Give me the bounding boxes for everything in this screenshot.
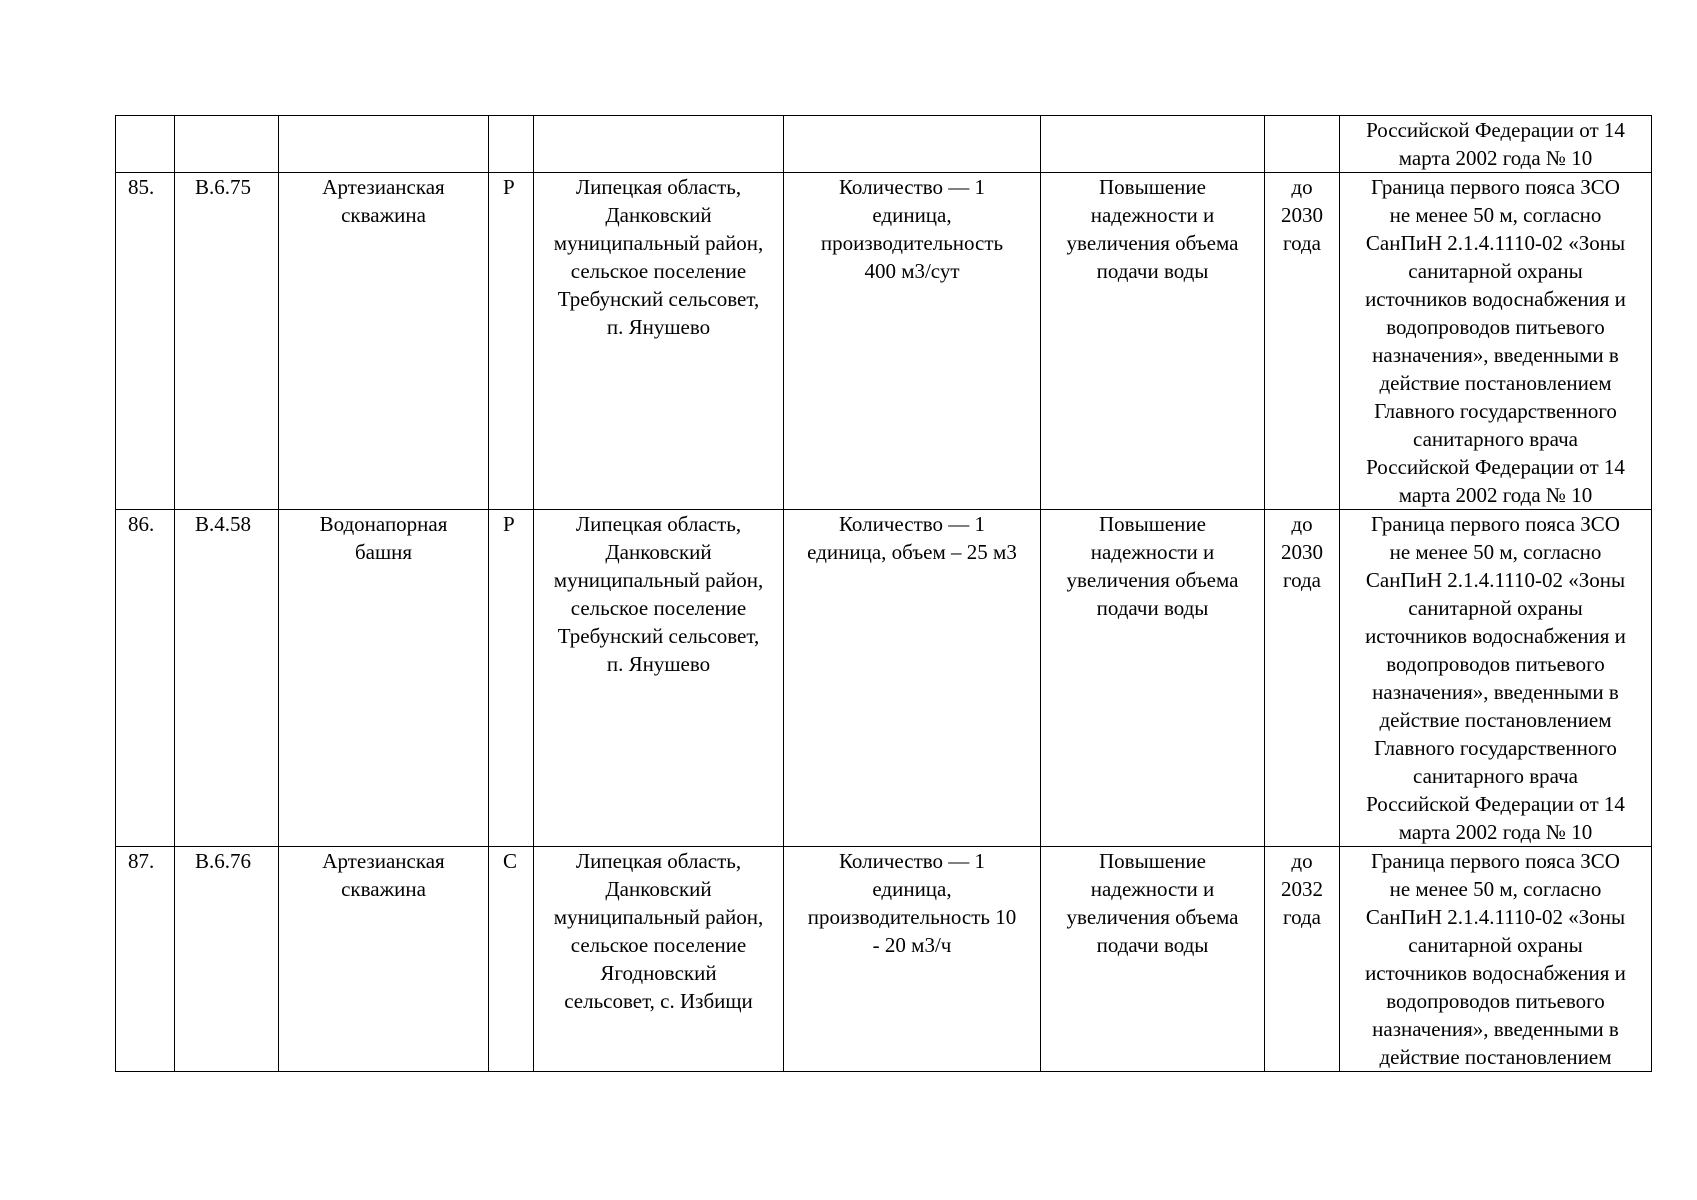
row-number-cell (116, 116, 175, 173)
cell-text-line: источников водоснабжения и (1365, 287, 1626, 311)
zone-cell (1340, 116, 1652, 173)
cell-text-line: увеличения объема (1066, 905, 1239, 929)
cell-text-line: источников водоснабжения и (1365, 624, 1626, 648)
cell-text-line: СанПиН 2.1.4.1110-02 «Зоны (1365, 231, 1626, 255)
object-code: В.4.58 (195, 512, 252, 536)
cell-text-line: Граница первого пояса ЗСО (1371, 849, 1620, 873)
cell-text-line: Артезианская (322, 175, 445, 199)
cell-text-line: муниципальный район, (553, 905, 764, 929)
cell-text-line: санитарного врача (1413, 427, 1578, 451)
cell-text-line: Повышение (1099, 175, 1206, 199)
location-cell (534, 173, 784, 510)
object-name-cell (279, 510, 489, 847)
parameters-cell (784, 173, 1041, 510)
cell-text-line: сельское поселение (570, 259, 747, 283)
cell-text-line: п. Янушево (606, 652, 711, 676)
cell-text-line: Российской Федерации от 14 (1366, 118, 1625, 142)
cell-text-line: 2030 (1281, 540, 1323, 564)
object-code-cell (175, 173, 279, 510)
cell-text-line: подачи воды (1096, 933, 1209, 957)
cell-text-line: Главного государственного (1374, 399, 1617, 423)
cell-text-line: санитарной охраны (1408, 933, 1583, 957)
cell-text-line: увеличения объема (1066, 231, 1239, 255)
row-number: 85. (128, 175, 155, 199)
cell-text-line: назначения», введенными в (1372, 680, 1619, 704)
object-code: В.6.76 (195, 849, 252, 873)
object-status-cell (489, 173, 534, 510)
object-name-cell (279, 847, 489, 1072)
cell-text-line: Липецкая область, (575, 175, 742, 199)
object-status: Р (503, 512, 515, 536)
parameters-cell (784, 847, 1041, 1072)
zone-cell (1340, 510, 1652, 847)
cell-text-line: подачи воды (1096, 596, 1209, 620)
deadline-cell (1265, 847, 1340, 1072)
cell-text-line: единица, (872, 877, 952, 901)
deadline-cell (1265, 510, 1340, 847)
cell-text-line: единица, (872, 203, 952, 227)
cell-text-line: санитарного врача (1413, 764, 1578, 788)
object-name-cell (279, 173, 489, 510)
row-number-cell (116, 847, 175, 1072)
cell-text-line: Повышение (1099, 849, 1206, 873)
object-code-cell (175, 847, 279, 1072)
location-cell (534, 510, 784, 847)
row-number: 86. (128, 512, 155, 536)
cell-text-line: башня (354, 540, 413, 564)
cell-text-line: производительность 10 (807, 905, 1017, 929)
cell-text-line: Ягодновский (600, 961, 717, 985)
object-code-cell (175, 116, 279, 173)
cell-text-line: 2030 (1281, 203, 1323, 227)
cell-text-line: марта 2002 года № 10 (1398, 146, 1593, 170)
cell-text-line: марта 2002 года № 10 (1398, 483, 1593, 507)
cell-text-line: Российской Федерации от 14 (1366, 455, 1625, 479)
cell-text-line: сельское поселение (570, 596, 747, 620)
cell-text-line: Граница первого пояса ЗСО (1371, 512, 1620, 536)
cell-text-line: не менее 50 м, согласно (1389, 540, 1602, 564)
cell-text-line: 2032 (1281, 877, 1323, 901)
cell-text-line: подачи воды (1096, 259, 1209, 283)
object-status-cell (489, 116, 534, 173)
table-row (116, 510, 1652, 847)
cell-text-line: надежности и (1090, 540, 1215, 564)
cell-text-line: СанПиН 2.1.4.1110-02 «Зоны (1365, 905, 1626, 929)
cell-text-line: Количество — 1 (838, 849, 986, 873)
cell-text-line: источников водоснабжения и (1365, 961, 1626, 985)
cell-text-line: Российской Федерации от 14 (1366, 792, 1625, 816)
purpose-cell (1041, 847, 1265, 1072)
cell-text-line: действие постановлением (1379, 1045, 1612, 1069)
cell-text-line: Требунский сельсовет, (557, 287, 760, 311)
table-row (116, 116, 1652, 173)
cell-text-line: не менее 50 м, согласно (1389, 877, 1602, 901)
cell-text-line: года (1283, 905, 1321, 929)
cell-text-line: СанПиН 2.1.4.1110-02 «Зоны (1365, 568, 1626, 592)
cell-text-line: не менее 50 м, согласно (1389, 203, 1602, 227)
row-number-cell (116, 173, 175, 510)
object-code-cell (175, 510, 279, 847)
cell-text-line: п. Янушево (606, 315, 711, 339)
cell-text-line: надежности и (1090, 877, 1215, 901)
cell-text-line: Артезианская (322, 849, 445, 873)
cell-text-line: Данковский (605, 877, 712, 901)
cell-text-line: до (1291, 849, 1313, 873)
deadline-cell (1265, 116, 1340, 173)
parameters-cell (784, 510, 1041, 847)
cell-text-line: Повышение (1099, 512, 1206, 536)
cell-text-line: Данковский (605, 203, 712, 227)
cell-text-line: года (1283, 231, 1321, 255)
cell-text-line: санитарной охраны (1408, 259, 1583, 283)
cell-text-line: действие постановлением (1379, 371, 1612, 395)
cell-text-line: сельское поселение (570, 933, 747, 957)
table-body (116, 116, 1652, 1072)
parameters-cell (784, 116, 1041, 173)
table-row (116, 847, 1652, 1072)
cell-text-line: производительность (820, 231, 1004, 255)
row-number-cell (116, 510, 175, 847)
deadline-cell (1265, 173, 1340, 510)
cell-text-line: 400 м3/сут (864, 259, 960, 283)
cell-text-line: года (1283, 568, 1321, 592)
object-status: С (503, 849, 518, 873)
objects-table (115, 115, 1652, 1072)
cell-text-line: назначения», введенными в (1372, 1017, 1619, 1041)
cell-text-line: назначения», введенными в (1372, 343, 1619, 367)
cell-text-line: муниципальный район, (553, 231, 764, 255)
cell-text-line: увеличения объема (1066, 568, 1239, 592)
cell-text-line: скважина (341, 877, 426, 901)
cell-text-line: Данковский (605, 540, 712, 564)
cell-text-line: водопроводов питьевого (1386, 315, 1605, 339)
cell-text-line: Липецкая область, (575, 512, 742, 536)
purpose-cell (1041, 116, 1265, 173)
row-number: 87. (128, 849, 155, 873)
object-name-cell (279, 116, 489, 173)
cell-text-line: Количество — 1 (838, 512, 986, 536)
object-status-cell (489, 510, 534, 847)
cell-text-line: скважина (341, 203, 426, 227)
location-cell (534, 116, 784, 173)
cell-text-line: санитарной охраны (1408, 596, 1583, 620)
cell-text-line: Главного государственного (1374, 736, 1617, 760)
zone-cell (1340, 847, 1652, 1072)
cell-text-line: Требунский сельсовет, (557, 624, 760, 648)
object-code: В.6.75 (195, 175, 252, 199)
table-row (116, 173, 1652, 510)
cell-text-line: до (1291, 175, 1313, 199)
cell-text-line: надежности и (1090, 203, 1215, 227)
cell-text-line: муниципальный район, (553, 568, 764, 592)
cell-text-line: Количество — 1 (838, 175, 986, 199)
cell-text-line: Граница первого пояса ЗСО (1371, 175, 1620, 199)
cell-text-line: действие постановлением (1379, 708, 1612, 732)
purpose-cell (1041, 173, 1265, 510)
location-cell (534, 847, 784, 1072)
object-status: Р (503, 175, 515, 199)
cell-text-line: до (1291, 512, 1313, 536)
object-status-cell (489, 847, 534, 1072)
cell-text-line: сельсовет, с. Избищи (564, 989, 753, 1013)
purpose-cell (1041, 510, 1265, 847)
cell-text-line: Водонапорная (319, 512, 448, 536)
cell-text-line: марта 2002 года № 10 (1398, 820, 1593, 844)
cell-text-line: - 20 м3/ч (872, 933, 952, 957)
zone-cell (1340, 173, 1652, 510)
cell-text-line: единица, объем – 25 м3 (807, 540, 1017, 564)
cell-text-line: водопроводов питьевого (1386, 652, 1605, 676)
cell-text-line: водопроводов питьевого (1386, 989, 1605, 1013)
cell-text-line: Липецкая область, (575, 849, 742, 873)
